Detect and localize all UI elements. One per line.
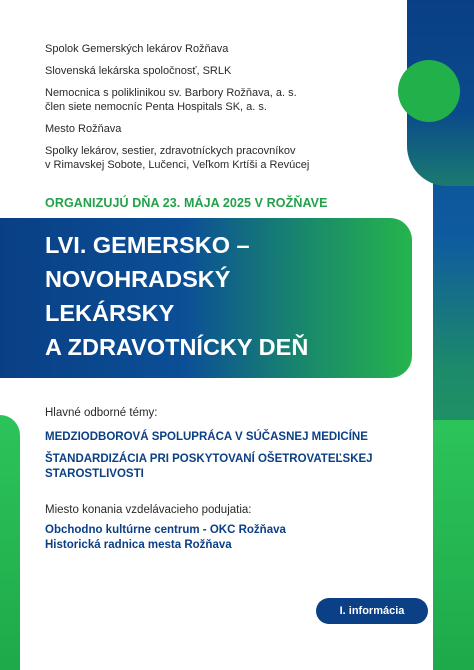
- theme-item: ŠTANDARDIZÁCIA PRI POSKYTOVANÍ OŠETROVATEĽSKEJ STAROSTLIVOSTI: [45, 453, 373, 480]
- organizer-item: Spolky lekárov, sestier, zdravotníckych pracovníkov v Rimavskej Sobote, Lučenci, Veľkom Krtíši a Revúcej: [45, 145, 310, 171]
- decor-green-circle: [398, 60, 460, 122]
- organizers-list: [45, 42, 405, 180]
- organizer-item: Nemocnica s poliklinikou sv. Barbory Rožňava, a. s. člen siete nemocníc Penta Hospitals SK, a. s.: [45, 87, 297, 113]
- venue-label: Miesto konania vzdelávacieho podujatia:: [45, 504, 252, 516]
- organizer-item: Mesto Rožňava: [45, 123, 122, 135]
- venue-item: Obchodno kultúrne centrum - OKC Rožňava: [45, 524, 286, 536]
- organizer-item: Spolok Gemerských lekárov Rožňava: [45, 43, 229, 55]
- theme-item: MEDZIODBOROVÁ SPOLUPRÁCA V SÚČASNEJ MEDICÍNE: [45, 431, 368, 443]
- event-title-line: LVI. GEMERSKO –: [45, 232, 250, 258]
- info-badge-button[interactable]: I. informácia: [316, 598, 428, 624]
- event-title-line: NOVOHRADSKÝ: [45, 266, 231, 292]
- event-title: [45, 228, 405, 364]
- organizer-item: Slovenská lekárska spoločnosť, SRLK: [45, 65, 232, 77]
- decor-left-pill: [0, 415, 20, 670]
- event-title-line: LEKÁRSKY: [45, 300, 175, 326]
- organize-date-line: ORGANIZUJÚ DŇA 23. MÁJA 2025 V ROŽŇAVE: [45, 196, 328, 210]
- event-title-line: A ZDRAVOTNÍCKY DEŇ: [45, 334, 309, 360]
- venue-item: Historická radnica mesta Rožňava: [45, 539, 232, 551]
- themes-label: Hlavné odborné témy:: [45, 407, 158, 419]
- decor-right-lower-bar: [433, 420, 474, 670]
